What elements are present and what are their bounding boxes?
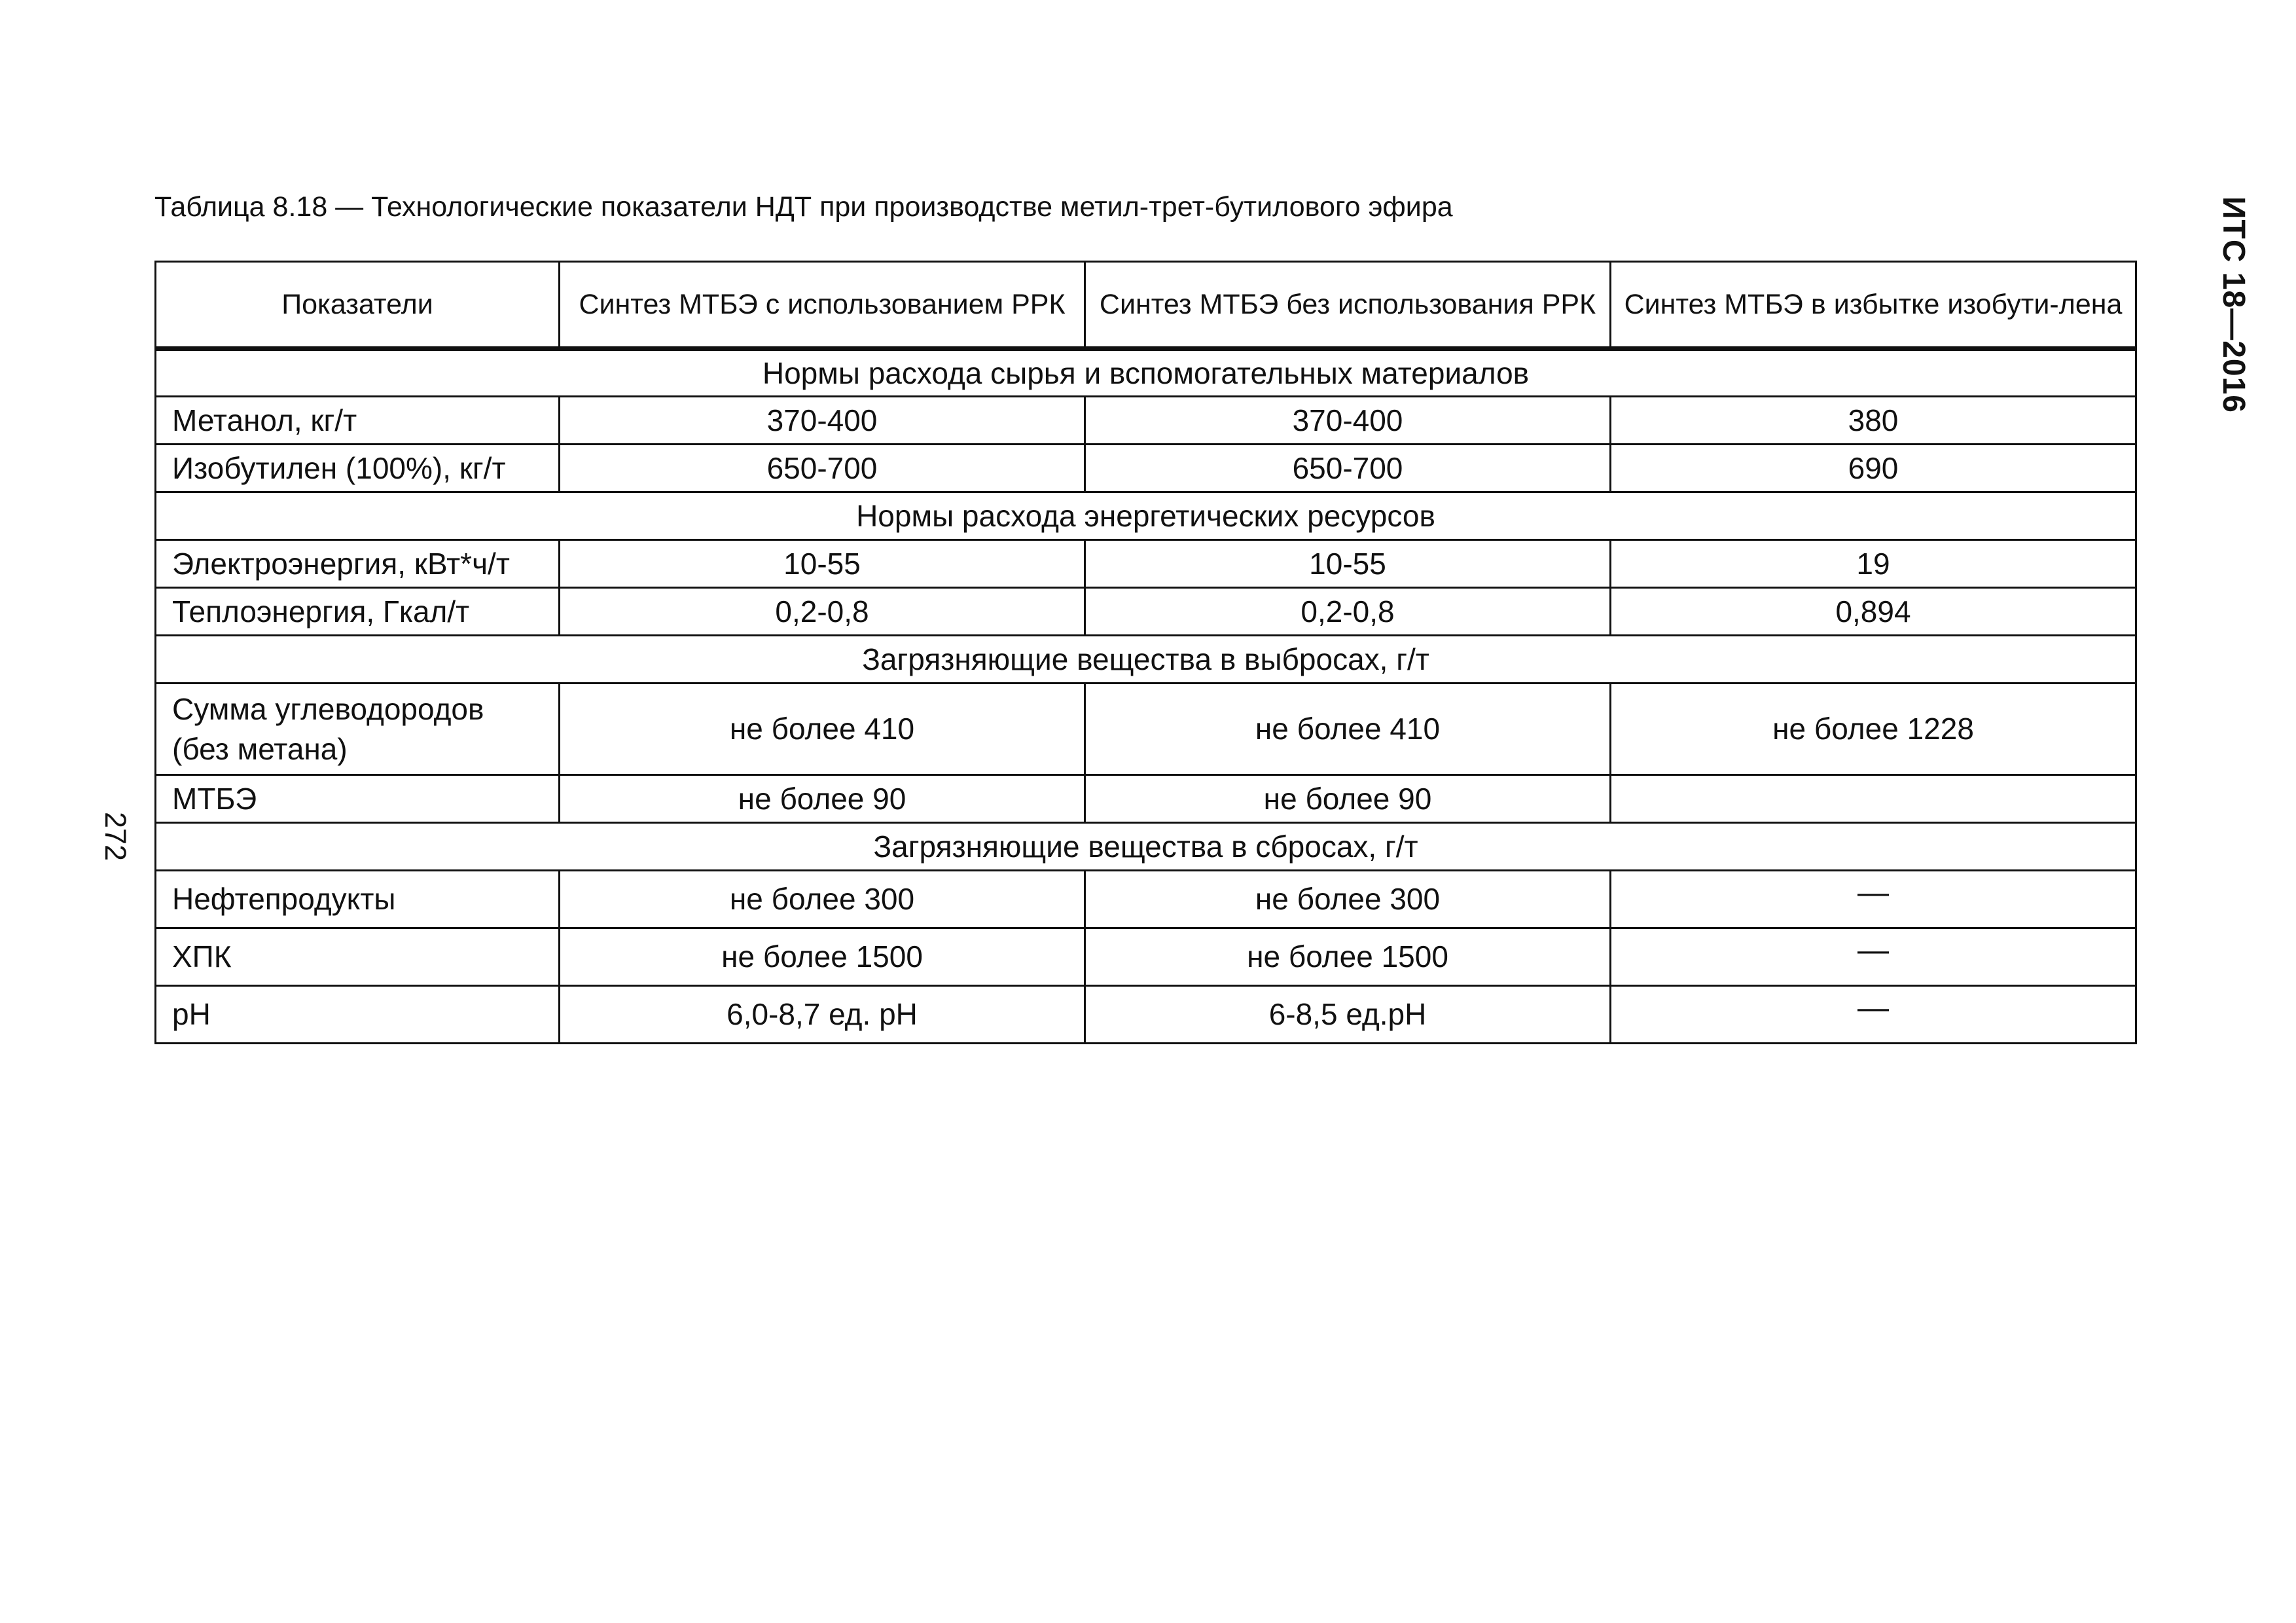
table-cell xyxy=(1611,928,2136,986)
header-mtbe-with-rrk: Синтез МТБЭ с использованием РРК xyxy=(560,262,1085,349)
table-cell xyxy=(1611,775,2136,823)
table-cell: 0,894 xyxy=(1611,588,2136,636)
document-code-label: ИТС 18—2016 xyxy=(2216,196,2251,413)
table-cell: 6-8,5 ед.pH xyxy=(1085,986,1611,1044)
table-cell: 650-700 xyxy=(1085,445,1611,492)
section-title: Загрязняющие вещества в выбросах, г/т xyxy=(156,636,2136,684)
table-row xyxy=(156,986,2136,1044)
table-cell: не более 1228 xyxy=(1611,684,2136,775)
table-cell xyxy=(1611,986,2136,1044)
section-row xyxy=(156,823,2136,871)
table-cell: не более 90 xyxy=(560,775,1085,823)
table-cell: 6,0-8,7 ед. pH xyxy=(560,986,1085,1044)
table-cell: 19 xyxy=(1611,540,2136,588)
table-cell: не более 1500 xyxy=(560,928,1085,986)
header-mtbe-excess-isobutylene: Синтез МТБЭ в избытке изобути-лена xyxy=(1611,262,2136,349)
row-label: pH xyxy=(156,986,560,1044)
table-cell: не более 300 xyxy=(560,871,1085,928)
table-caption: Таблица 8.18 — Технологические показатели НДТ при производстве метил-трет-бутилового эфира xyxy=(154,191,1453,223)
dash-mark: — xyxy=(1857,990,1889,1025)
table-row xyxy=(156,445,2136,492)
table-cell: 0,2-0,8 xyxy=(1085,588,1611,636)
table-row xyxy=(156,871,2136,928)
table-cell: 690 xyxy=(1611,445,2136,492)
indicators-table xyxy=(154,261,2137,1044)
table-row xyxy=(156,397,2136,445)
table-cell: не более 1500 xyxy=(1085,928,1611,986)
table-cell: 0,2-0,8 xyxy=(560,588,1085,636)
row-label: Сумма углеводородов (без метана) xyxy=(156,684,560,775)
row-label: Изобутилен (100%), кг/т xyxy=(156,445,560,492)
header-mtbe-without-rrk: Синтез МТБЭ без использования РРК xyxy=(1085,262,1611,349)
table-cell xyxy=(1611,871,2136,928)
table-cell: не более 300 xyxy=(1085,871,1611,928)
section-title: Нормы расхода энергетических ресурсов xyxy=(156,492,2136,540)
section-row xyxy=(156,349,2136,397)
row-label: Теплоэнергия, Гкал/т xyxy=(156,588,560,636)
table-row xyxy=(156,588,2136,636)
table-cell: не более 410 xyxy=(1085,684,1611,775)
table-cell: 10-55 xyxy=(560,540,1085,588)
table-cell: 380 xyxy=(1611,397,2136,445)
table-row xyxy=(156,540,2136,588)
dash-mark: — xyxy=(1857,875,1889,910)
table-cell: 10-55 xyxy=(1085,540,1611,588)
row-label: Электроэнергия, кВт*ч/т xyxy=(156,540,560,588)
page-number: 272 xyxy=(99,812,132,862)
table-header-row xyxy=(156,262,2136,349)
row-label: ХПК xyxy=(156,928,560,986)
table-cell: 370-400 xyxy=(560,397,1085,445)
header-indicators: Показатели xyxy=(156,262,560,349)
table-cell: не более 410 xyxy=(560,684,1085,775)
section-row xyxy=(156,636,2136,684)
table-row xyxy=(156,928,2136,986)
dash-mark: — xyxy=(1857,932,1889,968)
table-row xyxy=(156,775,2136,823)
row-label: МТБЭ xyxy=(156,775,560,823)
table-row xyxy=(156,684,2136,775)
section-title: Загрязняющие вещества в сбросах, г/т xyxy=(156,823,2136,871)
section-title: Нормы расхода сырья и вспомогательных материалов xyxy=(156,349,2136,397)
table-cell: не более 90 xyxy=(1085,775,1611,823)
table-cell: 650-700 xyxy=(560,445,1085,492)
row-label: Метанол, кг/т xyxy=(156,397,560,445)
table-cell: 370-400 xyxy=(1085,397,1611,445)
section-row xyxy=(156,492,2136,540)
row-label: Нефтепродукты xyxy=(156,871,560,928)
